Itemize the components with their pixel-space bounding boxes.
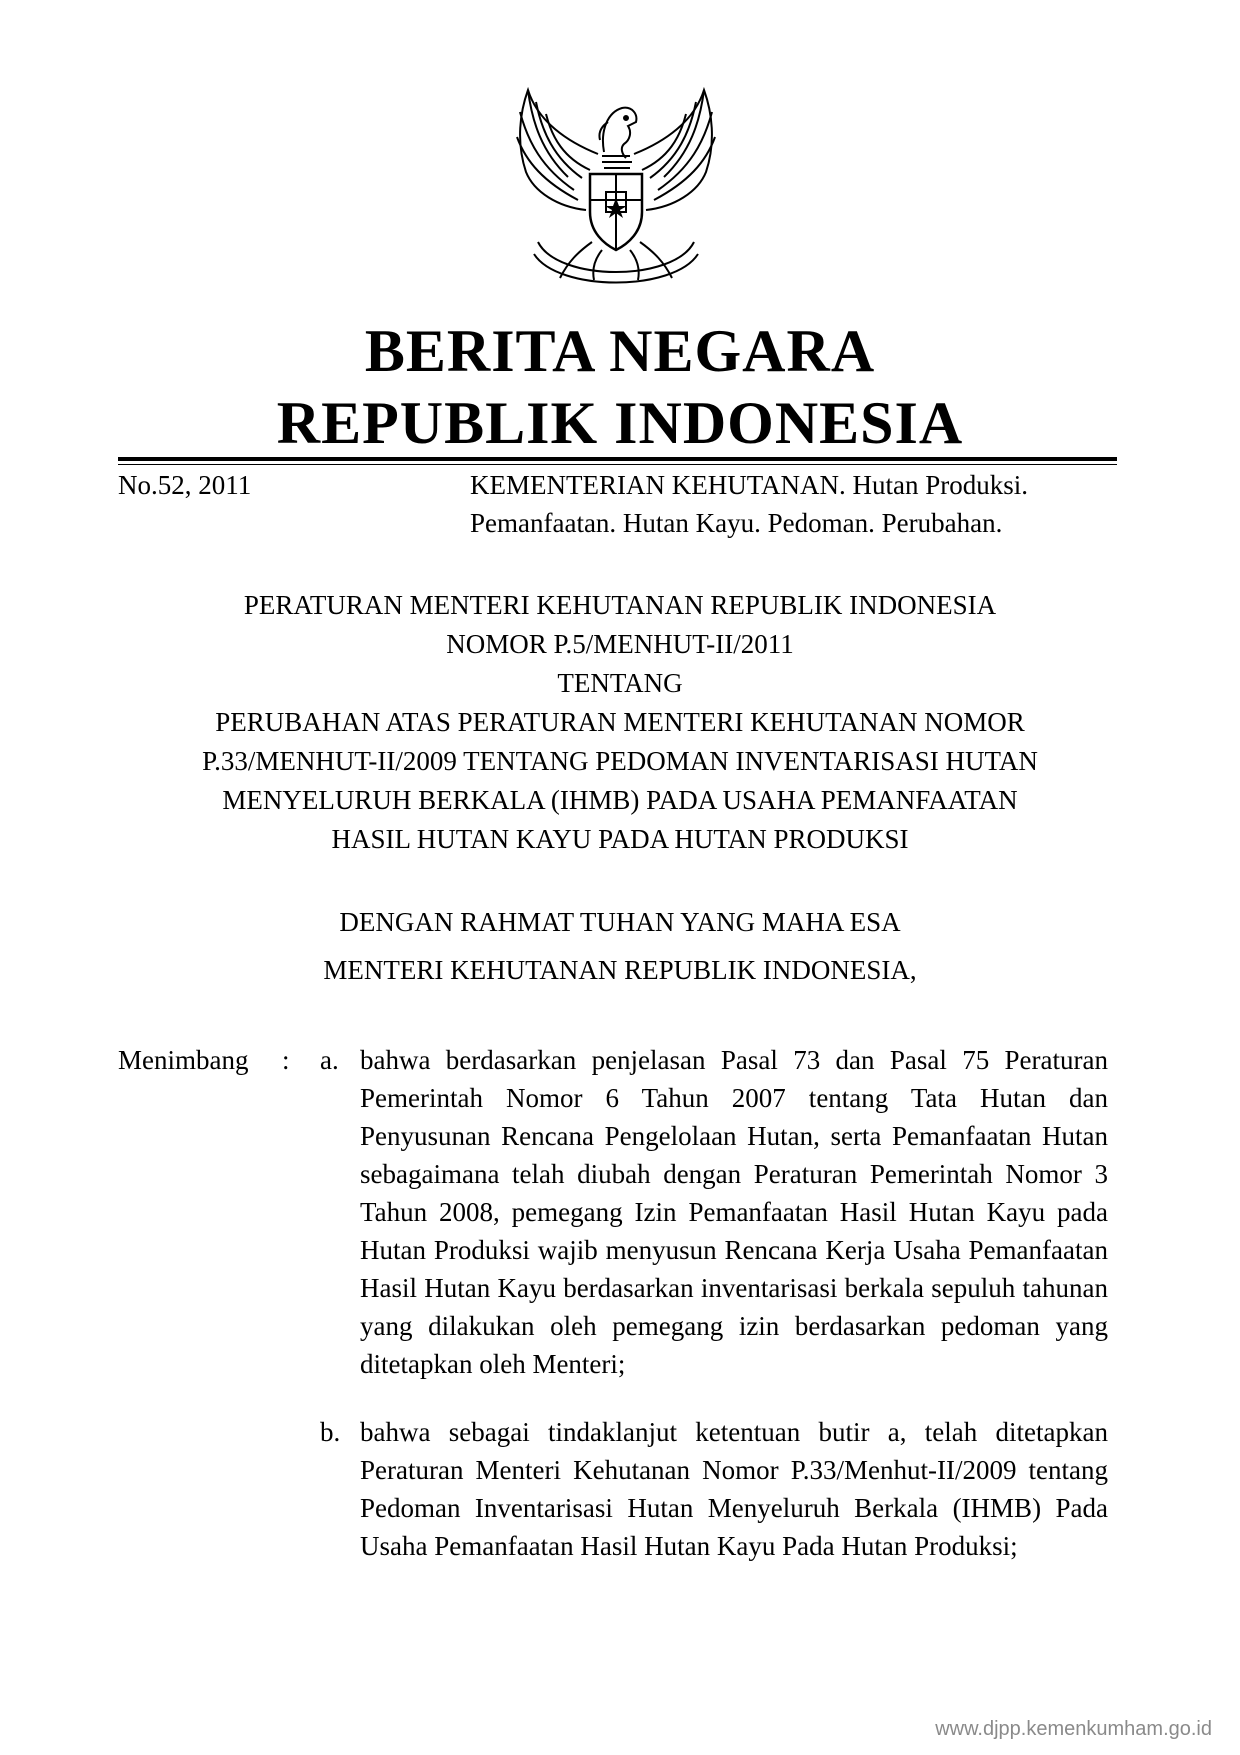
regulation-number: NOMOR P.5/MENHUT-II/2011 [446, 629, 794, 659]
issue-topics [470, 466, 1117, 542]
masthead-divider [118, 457, 1117, 461]
masthead-title-line1: BERITA NEGARA [364, 318, 876, 384]
considering-item [320, 1413, 1108, 1565]
footer-url: www.djpp.kemenkumham.go.id [935, 1718, 1212, 1740]
considering-label: Menimbang [118, 1045, 249, 1075]
issue-topics-line2: Pemanfaatan. Hutan Kayu. Pedoman. Perubahan. [470, 508, 1003, 538]
regulation-subject-line3: MENYELURUH BERKALA (IHMB) PADA USAHA PEMANFAATAN [222, 785, 1018, 815]
issue-topics-line1: KEMENTERIAN KEHUTANAN. Hutan Produksi. [470, 470, 1029, 500]
considering-item [320, 1041, 1108, 1383]
regulation-about: TENTANG [557, 668, 683, 698]
garuda-pancasila-icon [498, 82, 734, 292]
regulation-heading [100, 586, 1140, 859]
item-letter: a. [320, 1045, 339, 1075]
regulation-subject-line4: HASIL HUTAN KAYU PADA HUTAN PRODUKSI [331, 824, 909, 854]
greeting-line2: MENTERI KEHUTANAN REPUBLIK INDONESIA, [323, 955, 917, 985]
greeting-line1: DENGAN RAHMAT TUHAN YANG MAHA ESA [339, 907, 901, 937]
item-text: bahwa sebagai tindaklanjut ketentuan butir a, telah ditetapkan Peraturan Menteri Kehutanan Nomor P.33/Menhut-II/2009 tentang Pedoman Inventarisasi Hutan Menyeluruh Berkala (IHMB) Pada Usaha Pemanfaatan Hasil Hutan Kayu Pada Hutan Produksi; [360, 1417, 1108, 1561]
regulation-subject-line1: PERUBAHAN ATAS PERATURAN MENTERI KEHUTANAN NOMOR [215, 707, 1025, 737]
considering-colon: : [282, 1045, 290, 1075]
regulation-subject-line2: P.33/MENHUT-II/2009 TENTANG PEDOMAN INVENTARISASI HUTAN [202, 746, 1038, 776]
item-letter: b. [320, 1417, 341, 1447]
greeting [100, 898, 1140, 994]
regulation-title: PERATURAN MENTERI KEHUTANAN REPUBLIK INDONESIA [243, 590, 997, 620]
item-text: bahwa berdasarkan penjelasan Pasal 73 dan Pasal 75 Peraturan Pemerintah Nomor 6 Tahun 2007 tentang Tata Hutan dan Penyusunan Rencana Pengelolaan Hutan, serta Pemanfaatan Hutan sebagaimana telah diubah dengan Peraturan Pemerintah Nomor 3 Tahun 2008, pemegang Izin Pemanfaatan Hasil Hutan Kayu pada Hutan Produksi wajib menyusun Rencana Kerja Usaha Pemanfaatan Hasil Hutan Kayu berdasarkan inventarisasi berkala sepuluh tahunan yang dilakukan oleh pemegang izin berdasarkan pedoman yang ditetapkan oleh Menteri; [360, 1045, 1108, 1379]
issue-number: No.52, 2011 [118, 470, 252, 500]
masthead-divider-thin [118, 464, 1117, 465]
masthead-title-line2: REPUBLIK INDONESIA [276, 390, 964, 456]
